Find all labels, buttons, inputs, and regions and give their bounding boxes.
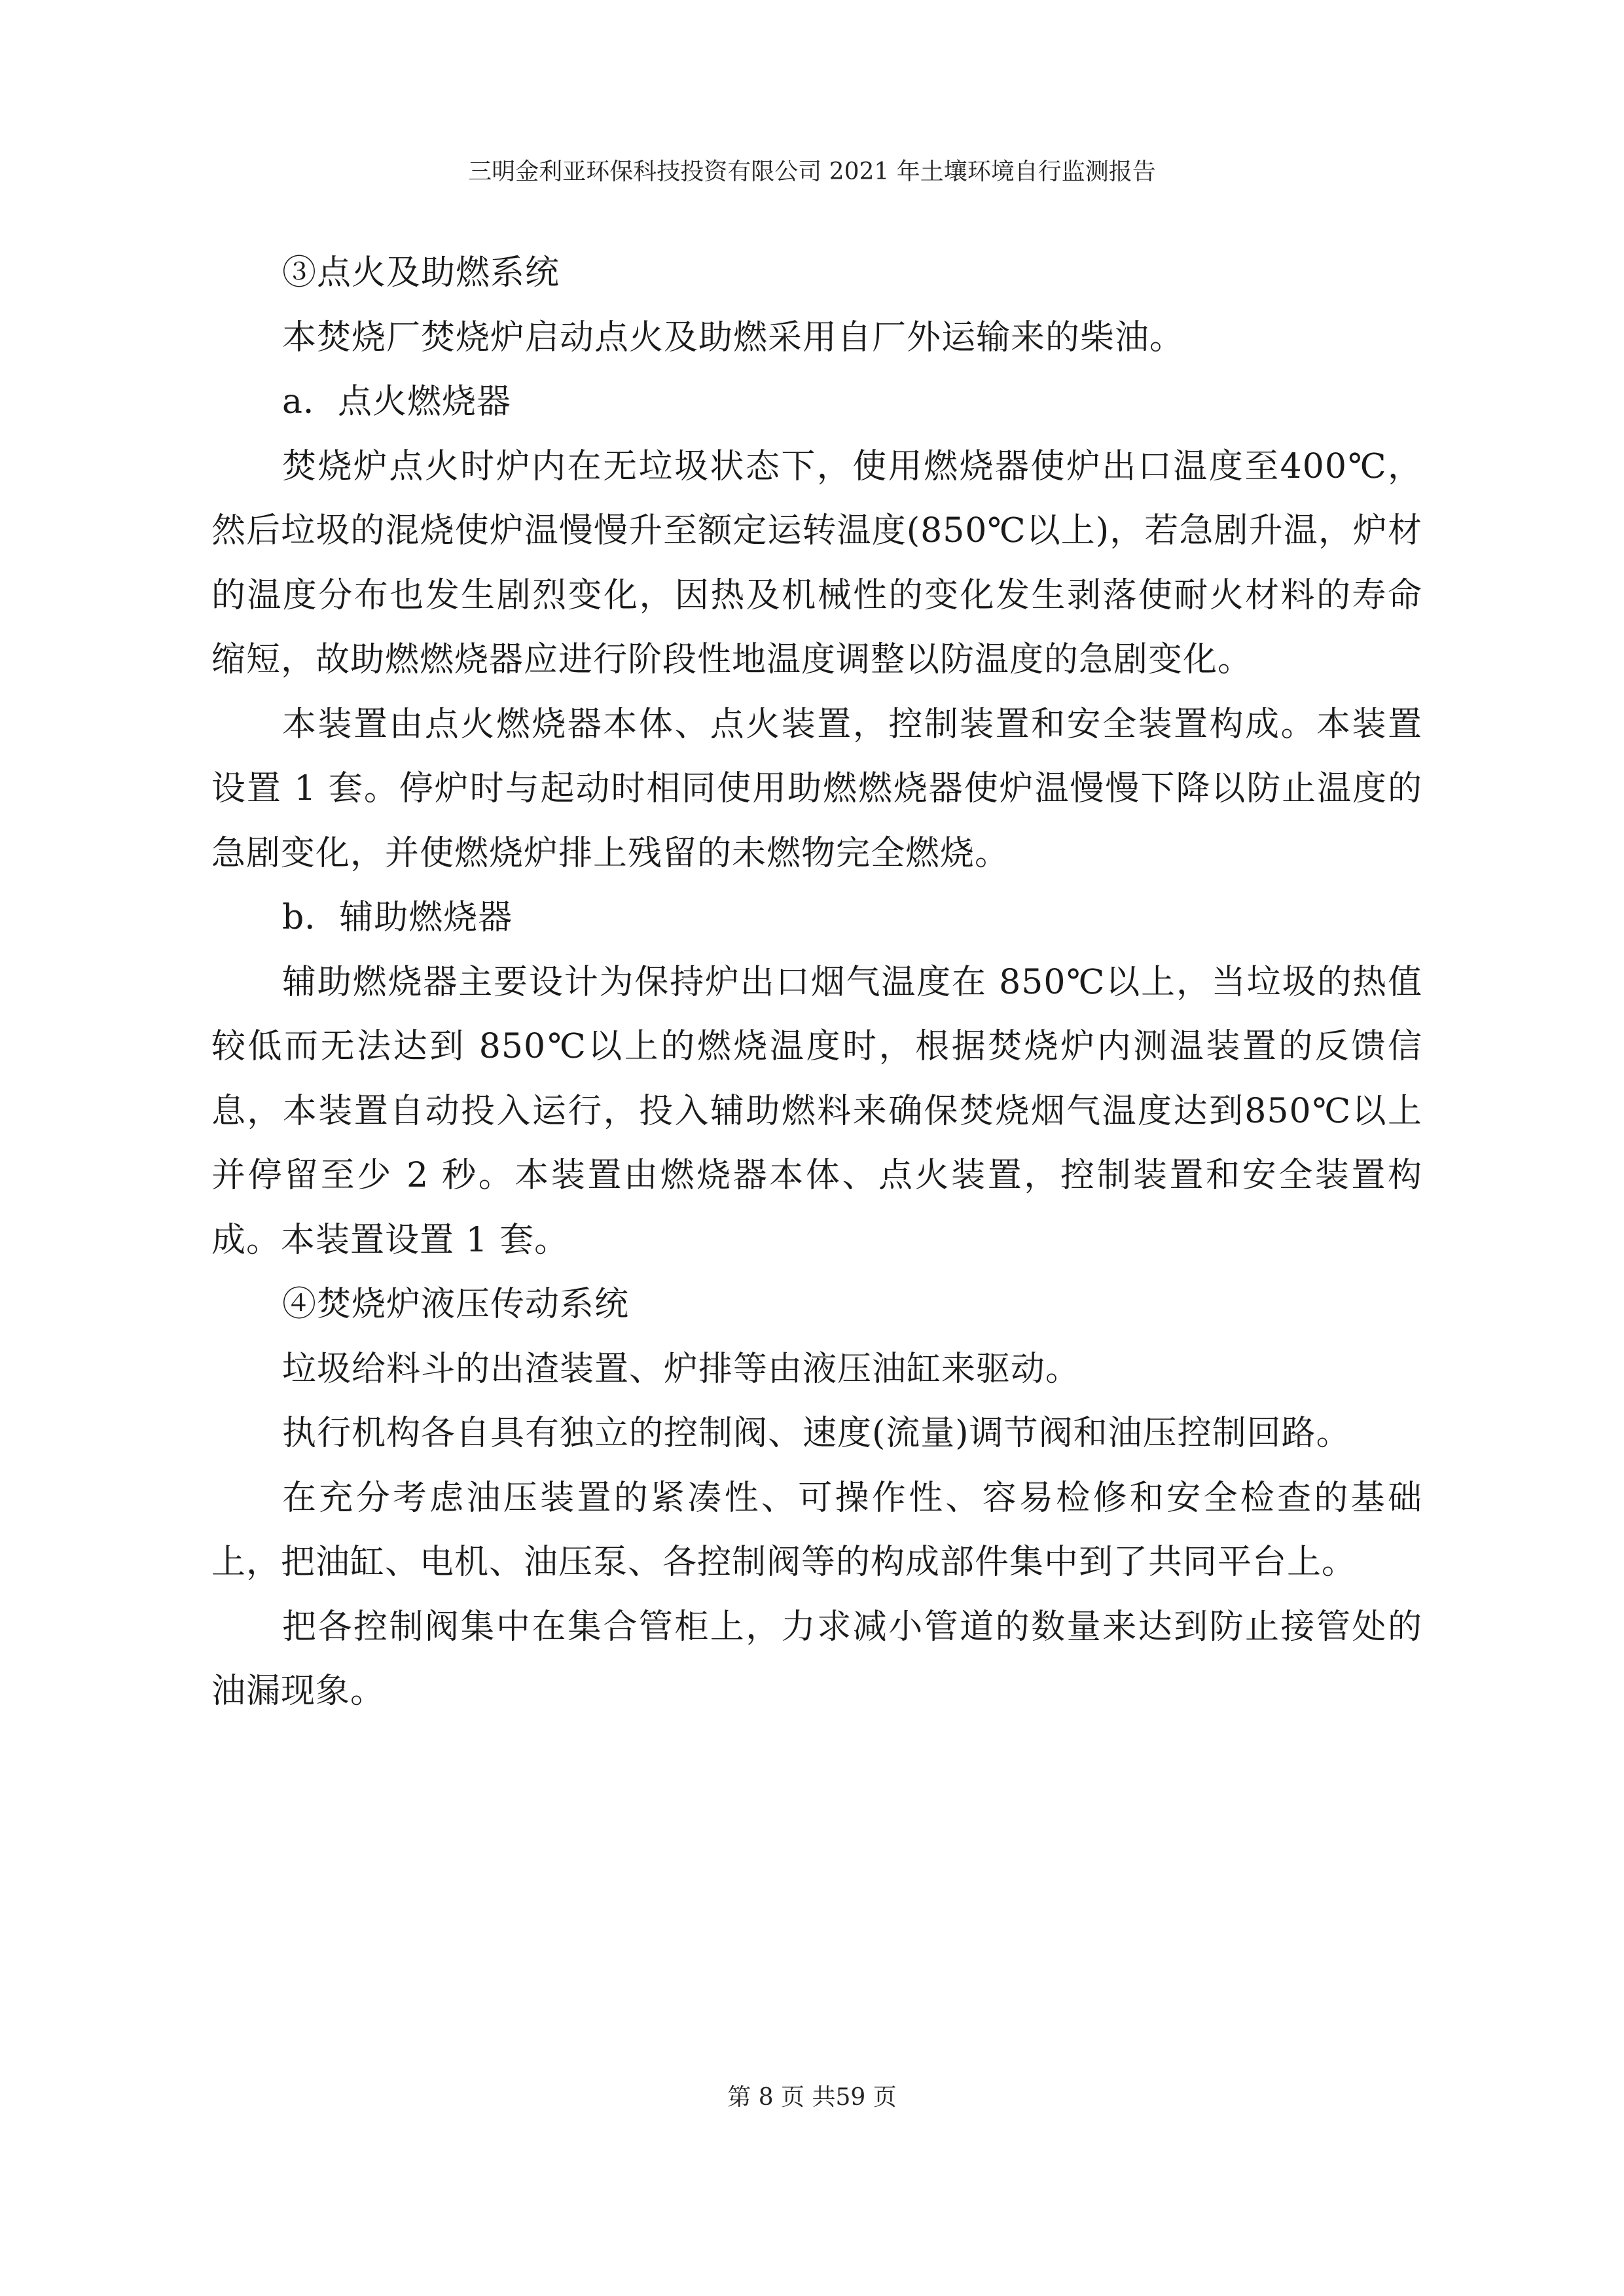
subheading-auxiliary-burner: b．辅助燃烧器 [282,898,513,937]
paragraph: 垃圾给料斗的出渣装置、炉排等由液压油缸来驱动。 [282,1349,1081,1389]
paragraph: 执行机构各自具有独立的控制阀、速度(流量)调节阀和油压控制回路。 [282,1414,1351,1453]
document-body [211,241,1422,1724]
paragraph: 焚烧炉点火时炉内在无垃圾状态下，使用燃烧器使炉出口温度至400℃，然后垃圾的混烧使炉温慢慢升至额定运转温度(850℃以上)，若急剧升温，炉材的温度分布也发生剧烈变化，因热及机械性的变化发生剥落使耐火材料的寿命缩短，故助燃燃烧器应进行阶段性地温度调整以防温度的急剧变化。 [211,446,1422,679]
paragraph: 本装置由点火燃烧器本体、点火装置，控制装置和安全装置构成。本装置设置 1 套。停炉时与起动时相同使用助燃燃烧器使炉温慢慢下降以防止温度的急剧变化，并使燃烧炉排上残留的未燃物完全燃烧。 [211,704,1422,873]
subheading-ignition-burner: a．点火燃烧器 [282,382,512,422]
page-number: 第 8 页 共59 页 [727,2084,897,2111]
paragraph: 本焚烧厂焚烧炉启动点火及助燃采用自厂外运输来的柴油。 [282,317,1185,357]
section-heading-ignition: ③点火及助燃系统 [282,253,560,293]
paragraph: 在充分考虑油压装置的紧凑性、可操作性、容易检修和安全检查的基础上，把油缸、电机、油压泵、各控制阀等的构成部件集中到了共同平台上。 [211,1478,1422,1582]
section-heading-hydraulic: ④焚烧炉液压传动系统 [282,1285,630,1324]
paragraph: 辅助燃烧器主要设计为保持炉出口烟气温度在 850℃以上，当垃圾的热值较低而无法达到 850℃以上的燃烧温度时，根据焚烧炉内测温装置的反馈信息，本装置自动投入运行，投入辅助燃料来确保焚烧烟气温度达到850℃以上并停留至少 2 秒。本装置由燃烧器本体、点火装置，控制装置和安全装置构成。本装置设置 1 套。 [211,962,1422,1260]
paragraph: 把各控制阀集中在集合管柜上，力求减小管道的数量来达到防止接管处的油漏现象。 [211,1607,1422,1711]
page-header: 三明金利亚环保科技投资有限公司 2021 年土壤环境自行监测报告 [468,158,1156,185]
